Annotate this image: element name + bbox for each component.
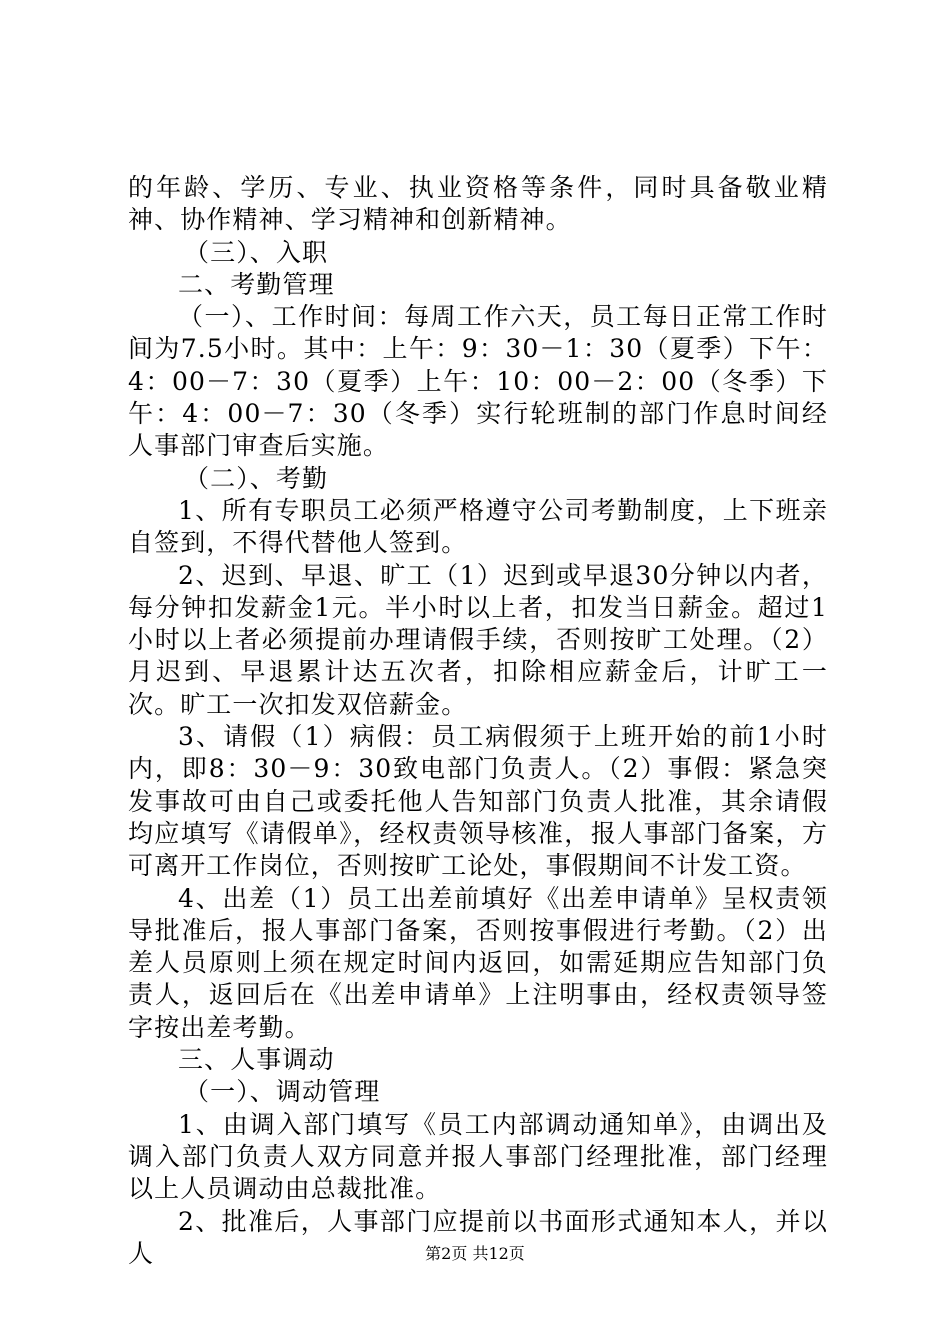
document-body <box>128 172 828 1270</box>
paragraph-leave: 3、请假（1）病假：员工病假须于上班开始的前1小时内，即8：30－9：30致电部门负责人。（2）事假：紧急突发事故可由自己或委托他人告知部门负责人批准，其余请假均应填写《请假单》，经权责领导核准，报人事部门备案，方可离开工作岗位，否则按旷工论处，事假期间不计发工资。 <box>128 722 828 881</box>
page-number-footer: 第2页 共12页 <box>425 1244 525 1263</box>
paragraph-business-trip: 4、出差（1）员工出差前填好《出差申请单》呈权责领导批准后，报人事部门备案，否则按事假进行考勤。（2）出差人员原则上须在规定时间内返回，如需延期应告知部门负责人，返回后在《出差申请单》上注明事由，经权责领导签字按出差考勤。 <box>128 883 828 1042</box>
subsection-heading-attendance: （二）、考勤 <box>184 463 329 493</box>
subsection-heading-onboarding: （三）、入职 <box>184 237 329 267</box>
subsection-heading-transfer-management: （一）、调动管理 <box>184 1077 381 1107</box>
paragraph-working-hours: （一）、工作时间：每周工作六天，员工每日正常工作时间为7.5小时。其中：上午：9：30－1：30（夏季）下午：4：00－7：30（夏季）上午：10：00－2：00（冬季）下午：4：00－7：30（冬季）实行轮班制的部门作息时间经人事部门审查后实施。 <box>128 302 828 461</box>
paragraph-sign-in: 1、所有专职员工必须严格遵守公司考勤制度，上下班亲自签到，不得代替他人签到。 <box>128 495 828 558</box>
section-heading-transfer: 三、人事调动 <box>178 1045 335 1075</box>
paragraph-transfer-form: 1、由调入部门填写《员工内部调动通知单》，由调出及调入部门负责人双方同意并报人事部门经理批准，部门经理以上人员调动由总裁批准。 <box>128 1109 828 1204</box>
paragraph-continuation: 的年龄、学历、专业、执业资格等条件，同时具备敬业精神、协作精神、学习精神和创新精神。 <box>128 173 828 235</box>
section-heading-attendance: 二、考勤管理 <box>178 269 335 299</box>
paragraph-transfer-notice: 2、批准后，人事部门应提前以书面形式通知本人，并以人 <box>128 1206 828 1268</box>
paragraph-late-absence: 2、迟到、早退、旷工（1）迟到或早退30分钟以内者，每分钟扣发薪金1元。半小时以上者，扣发当日薪金。超过1小时以上者必须提前办理请假手续，否则按旷工处理。（2）月迟到、早退累计达五次者，扣除相应薪金后，计旷工一次。旷工一次扣发双倍薪金。 <box>128 560 828 719</box>
